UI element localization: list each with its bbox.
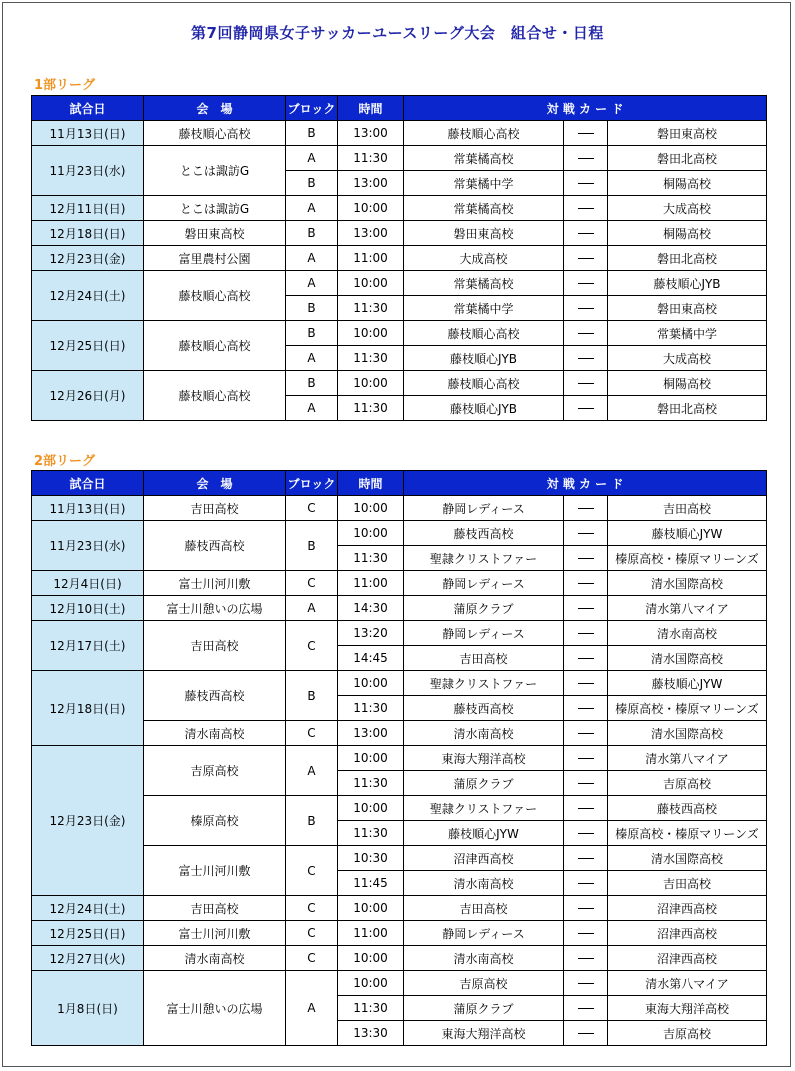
venue: 磐田東高校 xyxy=(144,221,286,246)
table-row xyxy=(32,921,767,946)
dash-mark xyxy=(578,233,594,234)
dash-mark xyxy=(578,158,594,159)
home-team: 常葉橘高校 xyxy=(404,271,564,296)
away-team: 清水国際高校 xyxy=(608,646,767,671)
table-row xyxy=(32,571,767,596)
kickoff-time: 10:00 xyxy=(338,496,404,521)
home-team: 吉田高校 xyxy=(404,896,564,921)
kickoff-time: 10:00 xyxy=(338,746,404,771)
dash-mark xyxy=(578,683,594,684)
block: C xyxy=(286,496,338,521)
block: A xyxy=(286,746,338,796)
venue: 富士川河川敷 xyxy=(144,846,286,896)
venue: とこは諏訪G xyxy=(144,146,286,196)
kickoff-time: 13:00 xyxy=(338,221,404,246)
kickoff-time: 11:00 xyxy=(338,246,404,271)
versus-separator xyxy=(564,521,608,546)
kickoff-time: 13:00 xyxy=(338,721,404,746)
venue: 富士川憩いの広場 xyxy=(144,596,286,621)
versus-separator xyxy=(564,621,608,646)
away-team: 常葉橘中学 xyxy=(608,321,767,346)
match-date: 11月13日(日) xyxy=(32,496,144,521)
block: A xyxy=(286,196,338,221)
block: C xyxy=(286,946,338,971)
dash-mark xyxy=(578,358,594,359)
away-team: 磐田東高校 xyxy=(608,296,767,321)
away-team: 吉原高校 xyxy=(608,771,767,796)
away-team: 藤枝順心JYW xyxy=(608,671,767,696)
venue: 藤枝順心高校 xyxy=(144,371,286,421)
away-team: 榛原高校・榛原マリーンズ xyxy=(608,696,767,721)
dash-mark xyxy=(578,658,594,659)
versus-separator xyxy=(564,346,608,371)
venue: 清水南高校 xyxy=(144,721,286,746)
kickoff-time: 11:30 xyxy=(338,771,404,796)
dash-mark xyxy=(578,633,594,634)
dash-mark xyxy=(578,258,594,259)
home-team: 藤枝順心高校 xyxy=(404,121,564,146)
kickoff-time: 10:00 xyxy=(338,896,404,921)
match-date: 12月18日(日) xyxy=(32,221,144,246)
dash-mark xyxy=(578,708,594,709)
home-team: 静岡レディース xyxy=(404,496,564,521)
home-team: 沼津西高校 xyxy=(404,846,564,871)
away-team: 清水第八マイア xyxy=(608,746,767,771)
dash-mark xyxy=(578,508,594,509)
versus-separator xyxy=(564,671,608,696)
header-block: ブロック xyxy=(286,471,338,496)
dash-mark xyxy=(578,808,594,809)
dash-mark xyxy=(578,833,594,834)
table-row xyxy=(32,121,767,146)
table-header xyxy=(32,471,767,496)
kickoff-time: 10:00 xyxy=(338,971,404,996)
match-date: 12月4日(日) xyxy=(32,571,144,596)
match-date: 12月24日(土) xyxy=(32,896,144,921)
header-venue: 会 場 xyxy=(144,471,286,496)
home-team: 常葉橘高校 xyxy=(404,146,564,171)
table-row xyxy=(32,146,767,171)
table-row xyxy=(32,221,767,246)
block: C xyxy=(286,846,338,896)
away-team: 桐陽高校 xyxy=(608,371,767,396)
away-team: 榛原高校・榛原マリーンズ xyxy=(608,546,767,571)
versus-separator xyxy=(564,696,608,721)
kickoff-time: 11:00 xyxy=(338,571,404,596)
header-venue: 会 場 xyxy=(144,96,286,121)
home-team: 清水南高校 xyxy=(404,946,564,971)
venue: 榛原高校 xyxy=(144,796,286,846)
block: A xyxy=(286,396,338,421)
home-team: 藤枝順心JYW xyxy=(404,821,564,846)
away-team: 藤枝順心JYW xyxy=(608,521,767,546)
away-team: 沼津西高校 xyxy=(608,896,767,921)
kickoff-time: 13:30 xyxy=(338,1021,404,1046)
away-team: 沼津西高校 xyxy=(608,946,767,971)
versus-separator xyxy=(564,821,608,846)
versus-separator xyxy=(564,1021,608,1046)
match-date: 12月17日(土) xyxy=(32,621,144,671)
venue: 清水南高校 xyxy=(144,946,286,971)
kickoff-time: 11:30 xyxy=(338,396,404,421)
dash-mark xyxy=(578,858,594,859)
home-team: 藤枝順心高校 xyxy=(404,321,564,346)
match-date: 11月23日(水) xyxy=(32,521,144,571)
venue: 吉田高校 xyxy=(144,496,286,521)
kickoff-time: 10:00 xyxy=(338,196,404,221)
versus-separator xyxy=(564,496,608,521)
dash-mark xyxy=(578,608,594,609)
header-date: 試合日 xyxy=(32,96,144,121)
block: A xyxy=(286,146,338,171)
kickoff-time: 11:00 xyxy=(338,921,404,946)
venue: 吉田高校 xyxy=(144,896,286,921)
versus-separator xyxy=(564,146,608,171)
dash-mark xyxy=(578,183,594,184)
league-1-label: 1部リーグ xyxy=(34,78,96,93)
kickoff-time: 11:30 xyxy=(338,696,404,721)
block: B xyxy=(286,221,338,246)
dash-mark xyxy=(578,1008,594,1009)
versus-separator xyxy=(564,771,608,796)
kickoff-time: 10:30 xyxy=(338,846,404,871)
versus-separator xyxy=(564,796,608,821)
block: B xyxy=(286,296,338,321)
venue: 吉田高校 xyxy=(144,621,286,671)
header-match-card: 対 戦 カ ー ド xyxy=(404,471,767,496)
home-team: 蒲原クラブ xyxy=(404,996,564,1021)
away-team: 清水国際高校 xyxy=(608,571,767,596)
versus-separator xyxy=(564,171,608,196)
dash-mark xyxy=(578,558,594,559)
block: A xyxy=(286,971,338,1046)
away-team: 磐田東高校 xyxy=(608,121,767,146)
versus-separator xyxy=(564,296,608,321)
kickoff-time: 10:00 xyxy=(338,271,404,296)
block: B xyxy=(286,671,338,721)
away-team: 吉田高校 xyxy=(608,871,767,896)
dash-mark xyxy=(578,783,594,784)
versus-separator xyxy=(564,396,608,421)
versus-separator xyxy=(564,596,608,621)
dash-mark xyxy=(578,133,594,134)
block: B xyxy=(286,121,338,146)
versus-separator xyxy=(564,121,608,146)
versus-separator xyxy=(564,896,608,921)
kickoff-time: 14:45 xyxy=(338,646,404,671)
home-team: 藤枝順心高校 xyxy=(404,371,564,396)
kickoff-time: 13:00 xyxy=(338,171,404,196)
dash-mark xyxy=(578,733,594,734)
match-date: 12月11日(日) xyxy=(32,196,144,221)
block: B xyxy=(286,321,338,346)
away-team: 吉原高校 xyxy=(608,1021,767,1046)
away-team: 桐陽高校 xyxy=(608,221,767,246)
home-team: 常葉橘中学 xyxy=(404,171,564,196)
match-date: 12月24日(土) xyxy=(32,271,144,321)
kickoff-time: 10:00 xyxy=(338,946,404,971)
away-team: 沼津西高校 xyxy=(608,921,767,946)
table-row xyxy=(32,371,767,396)
home-team: 吉原高校 xyxy=(404,971,564,996)
block: C xyxy=(286,621,338,671)
table-row xyxy=(32,896,767,921)
dash-mark xyxy=(578,908,594,909)
table-row xyxy=(32,621,767,646)
away-team: 清水国際高校 xyxy=(608,846,767,871)
versus-separator xyxy=(564,371,608,396)
versus-separator xyxy=(564,921,608,946)
block: B xyxy=(286,371,338,396)
home-team: 聖隷クリストファー xyxy=(404,546,564,571)
away-team: 大成高校 xyxy=(608,196,767,221)
header-date: 試合日 xyxy=(32,471,144,496)
league-1-schedule-table xyxy=(31,95,767,421)
home-team: 聖隷クリストファー xyxy=(404,796,564,821)
table-row xyxy=(32,946,767,971)
match-date: 12月10日(土) xyxy=(32,596,144,621)
home-team: 大成高校 xyxy=(404,246,564,271)
home-team: 蒲原クラブ xyxy=(404,771,564,796)
venue: 富士川憩いの広場 xyxy=(144,971,286,1046)
header-block: ブロック xyxy=(286,96,338,121)
versus-separator xyxy=(564,196,608,221)
block: A xyxy=(286,596,338,621)
venue: 富士川河川敷 xyxy=(144,571,286,596)
venue: 吉原高校 xyxy=(144,746,286,796)
match-date: 12月23日(金) xyxy=(32,246,144,271)
page-title: 第7回静岡県女子サッカーユースリーグ大会 組合せ・日程 xyxy=(191,24,604,42)
dash-mark xyxy=(578,283,594,284)
match-date: 12月26日(月) xyxy=(32,371,144,421)
table-row xyxy=(32,321,767,346)
block: C xyxy=(286,721,338,746)
venue: 藤枝順心高校 xyxy=(144,271,286,321)
home-team: 藤枝西高校 xyxy=(404,696,564,721)
versus-separator xyxy=(564,996,608,1021)
home-team: 東海大翔洋高校 xyxy=(404,746,564,771)
away-team: 磐田北高校 xyxy=(608,396,767,421)
league-2-label: 2部リーグ xyxy=(34,454,96,469)
home-team: 静岡レディース xyxy=(404,571,564,596)
table-row xyxy=(32,246,767,271)
dash-mark xyxy=(578,408,594,409)
venue: 富士川河川敷 xyxy=(144,921,286,946)
table-row xyxy=(32,271,767,296)
league-2-schedule-table xyxy=(31,470,767,1046)
match-date: 11月13日(日) xyxy=(32,121,144,146)
table-row xyxy=(32,496,767,521)
away-team: 桐陽高校 xyxy=(608,171,767,196)
away-team: 吉田高校 xyxy=(608,496,767,521)
kickoff-time: 11:30 xyxy=(338,296,404,321)
dash-mark xyxy=(578,383,594,384)
table-row xyxy=(32,671,767,696)
table-row xyxy=(32,596,767,621)
dash-mark xyxy=(578,583,594,584)
kickoff-time: 11:30 xyxy=(338,996,404,1021)
dash-mark xyxy=(578,758,594,759)
home-team: 聖隷クリストファー xyxy=(404,671,564,696)
kickoff-time: 10:00 xyxy=(338,371,404,396)
kickoff-time: 11:30 xyxy=(338,821,404,846)
block: B xyxy=(286,521,338,571)
dash-mark xyxy=(578,958,594,959)
home-team: 清水南高校 xyxy=(404,721,564,746)
venue: 富里農村公園 xyxy=(144,246,286,271)
match-date: 11月23日(水) xyxy=(32,146,144,196)
away-team: 清水第八マイア xyxy=(608,971,767,996)
versus-separator xyxy=(564,846,608,871)
home-team: 東海大翔洋高校 xyxy=(404,1021,564,1046)
kickoff-time: 10:00 xyxy=(338,321,404,346)
home-team: 吉田高校 xyxy=(404,646,564,671)
block: C xyxy=(286,896,338,921)
kickoff-time: 13:20 xyxy=(338,621,404,646)
home-team: 藤枝西高校 xyxy=(404,521,564,546)
away-team: 磐田北高校 xyxy=(608,146,767,171)
away-team: 榛原高校・榛原マリーンズ xyxy=(608,821,767,846)
home-team: 常葉橘高校 xyxy=(404,196,564,221)
dash-mark xyxy=(578,333,594,334)
home-team: 藤枝順心JYB xyxy=(404,396,564,421)
kickoff-time: 13:00 xyxy=(338,121,404,146)
dash-mark xyxy=(578,1033,594,1034)
versus-separator xyxy=(564,546,608,571)
kickoff-time: 11:45 xyxy=(338,871,404,896)
table-row xyxy=(32,196,767,221)
block: A xyxy=(286,271,338,296)
away-team: 清水国際高校 xyxy=(608,721,767,746)
versus-separator xyxy=(564,721,608,746)
match-date: 12月25日(日) xyxy=(32,921,144,946)
dash-mark xyxy=(578,533,594,534)
dash-mark xyxy=(578,308,594,309)
versus-separator xyxy=(564,321,608,346)
block: C xyxy=(286,921,338,946)
table-row xyxy=(32,746,767,771)
match-date: 1月8日(日) xyxy=(32,971,144,1046)
away-team: 清水第八マイア xyxy=(608,596,767,621)
venue: 藤枝順心高校 xyxy=(144,321,286,371)
table-row xyxy=(32,521,767,546)
dash-mark xyxy=(578,883,594,884)
block: A xyxy=(286,246,338,271)
header-time: 時間 xyxy=(338,96,404,121)
versus-separator xyxy=(564,571,608,596)
venue: とこは諏訪G xyxy=(144,196,286,221)
versus-separator xyxy=(564,946,608,971)
kickoff-time: 10:00 xyxy=(338,796,404,821)
home-team: 静岡レディース xyxy=(404,621,564,646)
versus-separator xyxy=(564,271,608,296)
away-team: 磐田北高校 xyxy=(608,246,767,271)
match-date: 12月23日(金) xyxy=(32,746,144,896)
away-team: 藤枝西高校 xyxy=(608,796,767,821)
kickoff-time: 10:00 xyxy=(338,671,404,696)
block: B xyxy=(286,796,338,846)
away-team: 東海大翔洋高校 xyxy=(608,996,767,1021)
match-date: 12月27日(火) xyxy=(32,946,144,971)
header-time: 時間 xyxy=(338,471,404,496)
block: C xyxy=(286,571,338,596)
home-team: 藤枝順心JYB xyxy=(404,346,564,371)
table-header xyxy=(32,96,767,121)
versus-separator xyxy=(564,246,608,271)
venue: 藤枝順心高校 xyxy=(144,121,286,146)
header-match-card: 対 戦 カ ー ド xyxy=(404,96,767,121)
home-team: 静岡レディース xyxy=(404,921,564,946)
block: B xyxy=(286,171,338,196)
away-team: 藤枝順心JYB xyxy=(608,271,767,296)
venue: 藤枝西高校 xyxy=(144,671,286,721)
match-date: 12月25日(日) xyxy=(32,321,144,371)
versus-separator xyxy=(564,871,608,896)
away-team: 大成高校 xyxy=(608,346,767,371)
venue: 藤枝西高校 xyxy=(144,521,286,571)
block: A xyxy=(286,346,338,371)
home-team: 蒲原クラブ xyxy=(404,596,564,621)
home-team: 磐田東高校 xyxy=(404,221,564,246)
versus-separator xyxy=(564,646,608,671)
kickoff-time: 14:30 xyxy=(338,596,404,621)
versus-separator xyxy=(564,746,608,771)
home-team: 清水南高校 xyxy=(404,871,564,896)
kickoff-time: 11:30 xyxy=(338,546,404,571)
kickoff-time: 11:30 xyxy=(338,146,404,171)
home-team: 常葉橘中学 xyxy=(404,296,564,321)
kickoff-time: 10:00 xyxy=(338,521,404,546)
dash-mark xyxy=(578,933,594,934)
table-row xyxy=(32,971,767,996)
away-team: 清水南高校 xyxy=(608,621,767,646)
kickoff-time: 11:30 xyxy=(338,346,404,371)
versus-separator xyxy=(564,221,608,246)
dash-mark xyxy=(578,208,594,209)
versus-separator xyxy=(564,971,608,996)
match-date: 12月18日(日) xyxy=(32,671,144,746)
dash-mark xyxy=(578,983,594,984)
